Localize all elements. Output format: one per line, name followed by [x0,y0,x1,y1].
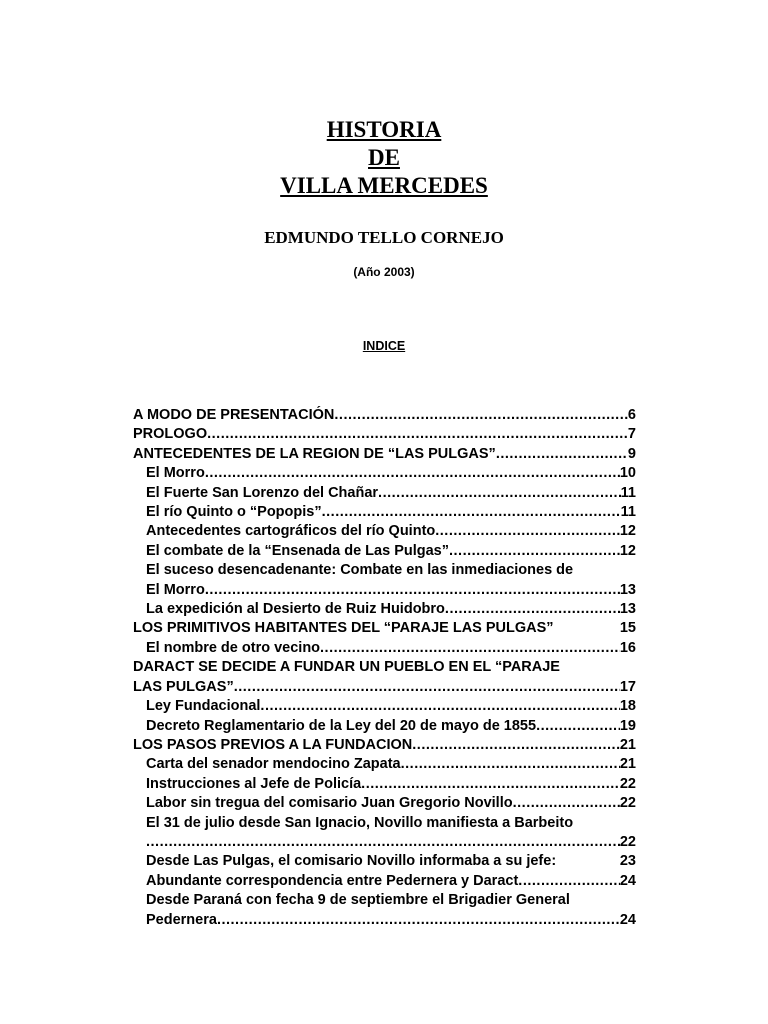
toc-entry[interactable] [133,639,636,658]
toc-page-number: 13 [619,601,636,618]
toc-entry-title: Instrucciones al Jefe de Policía [146,775,362,792]
toc-entry[interactable] [133,697,636,716]
toc-leader-dots [361,775,620,794]
toc-page-number: 12 [619,523,636,540]
toc-entry-title: El Morro [146,465,205,482]
toc-page-number: 11 [620,504,636,521]
toc-entry-title: Decreto Reglamentario de la Ley del 20 de mayo de 1855 [146,717,537,734]
toc-entry[interactable] [133,833,636,852]
toc-page-number: 21 [619,736,636,753]
toc-page-number: 9 [627,445,636,462]
toc-page-number: 23 [619,853,636,870]
toc-entry[interactable] [133,911,636,930]
toc-entry-title: ANTECEDENTES DE LA REGION DE “LAS PULGAS” [133,445,496,462]
toc-leader-dots [322,503,621,522]
document-title [0,116,768,200]
toc-entry[interactable] [133,619,636,638]
toc-entry[interactable] [133,484,636,503]
toc-entry-line: DARACT SE DECIDE A FUNDAR UN PUEBLO EN EL “PARAJE [133,659,560,676]
toc-leader-dots [234,678,620,697]
toc-leader-dots [146,833,620,852]
toc-entry-title: LOS PRIMITIVOS HABITANTES DEL “PARAJE LAS PULGAS” [133,620,554,637]
toc-entry-title: PROLOGO [133,426,208,443]
toc-leader-dots [207,425,628,444]
toc-entry[interactable] [133,775,636,794]
toc-page-number: 22 [619,795,636,812]
toc-entry-title: El Morro [146,581,205,598]
toc-entry-title: Abundante correspondencia entre Pedernera y Daract [146,872,519,889]
toc-entry[interactable] [133,581,636,600]
toc-entry-title: LAS PULGAS” [133,678,234,695]
toc-entry[interactable] [133,425,636,444]
toc-entry[interactable] [133,600,636,619]
toc-entry-title: Carta del senador mendocino Zapata [146,756,401,773]
toc-entry[interactable] [133,852,636,871]
toc-leader-dots [435,522,620,541]
table-of-contents [133,406,636,930]
toc-entry[interactable] [133,717,636,736]
toc-page-number: 22 [619,775,636,792]
toc-entry-title: LOS PASOS PREVIOS A LA FUNDACION [133,736,413,753]
toc-leader-dots [513,794,620,813]
toc-leader-dots [320,639,620,658]
toc-entry[interactable] [133,872,636,891]
toc-entry-title: Pedernera [146,911,217,928]
toc-entry[interactable] [133,678,636,697]
toc-entry-title: El Fuerte San Lorenzo del Chañar [146,484,379,501]
toc-entry-title: Antecedentes cartográficos del río Quinto [146,523,436,540]
toc-entry-title: A MODO DE PRESENTACIÓN [133,407,335,423]
toc-page-number: 11 [620,484,636,501]
toc-page-number: 7 [627,426,636,443]
toc-page-number: 24 [619,872,636,889]
toc-page-number: 19 [619,717,636,734]
toc-leader-dots [449,542,620,561]
toc-entry-line: Desde Paraná con fecha 9 de septiembre el Brigadier General [146,892,570,909]
toc-page-number: 24 [619,911,636,928]
toc-entry-title: Desde Las Pulgas, el comisario Novillo informaba a su jefe: [146,853,557,870]
toc-leader-dots [205,464,620,483]
toc-entry-line: El 31 de julio desde San Ignacio, Novillo manifiesta a Barbeito [146,814,574,831]
title-line-3: VILLA MERCEDES [280,173,488,198]
toc-entry-title: El río Quinto o “Popopis” [146,504,322,521]
toc-entry-title: La expedición al Desierto de Ruiz Huidobro [146,601,445,618]
toc-entry-line: El suceso desencadenante: Combate en las inmediaciones de [146,562,574,579]
toc-page-number: 17 [619,678,636,695]
toc-leader-dots [445,600,620,619]
toc-entry[interactable] [133,736,636,755]
toc-page-number: 10 [619,465,636,482]
toc-leader-dots [334,406,628,425]
toc-leader-dots [260,697,619,716]
toc-page-number: 16 [619,639,636,656]
title-line-1: HISTORIA [326,117,442,142]
toc-page-number: 21 [619,756,636,773]
toc-entry[interactable] [133,542,636,561]
toc-entry[interactable] [133,445,636,464]
toc-leader-dots [412,736,620,755]
index-heading: INDICE [362,339,406,353]
toc-page-number: 18 [619,698,636,715]
toc-page-number: 22 [619,833,636,850]
toc-entry[interactable] [133,794,636,813]
toc-entry[interactable] [133,522,636,541]
toc-leader-dots [401,755,620,774]
toc-entry[interactable] [133,406,636,425]
toc-entry-title: Ley Fundacional [146,698,261,715]
title-line-2: DE [368,145,400,170]
toc-entry[interactable] [133,503,636,522]
toc-leader-dots [518,872,620,891]
toc-leader-dots [496,445,628,464]
toc-leader-dots [217,911,620,930]
publication-year: (Año 2003) [353,265,415,279]
toc-leader-dots [536,717,620,736]
toc-page-number: 6 [627,407,636,423]
toc-entry-title: El nombre de otro vecino [146,639,321,656]
toc-entry[interactable] [133,755,636,774]
toc-leader-dots [378,484,621,503]
toc-entry-title: El combate de la “Ensenada de Las Pulgas” [146,542,449,559]
toc-page-number: 12 [619,542,636,559]
toc-page-number: 13 [619,581,636,598]
toc-leader-dots [205,581,620,600]
author-name: EDMUNDO TELLO CORNEJO [264,228,504,247]
toc-entry[interactable] [133,464,636,483]
toc-page-number: 15 [619,620,636,637]
toc-entry-title: Labor sin tregua del comisario Juan Gregorio Novillo [146,795,513,812]
